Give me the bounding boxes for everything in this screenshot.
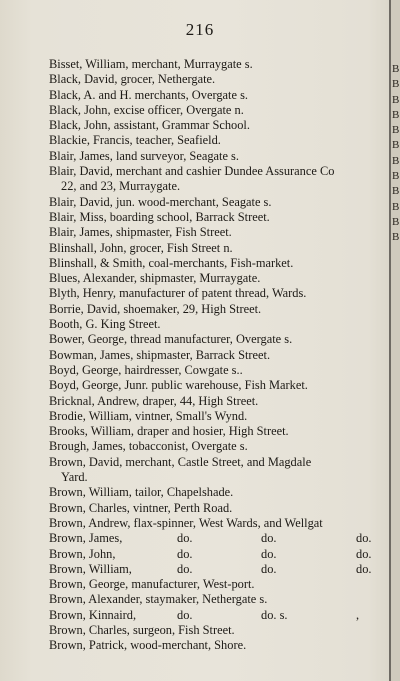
directory-entry: Blair, James, shipmaster, Fish Street.	[49, 225, 232, 240]
directory-entry: Brown, William, tailor, Chapelshade.	[49, 485, 234, 500]
entry-column: do.	[356, 546, 372, 561]
directory-entry: Brown, Charles, vintner, Perth Road.	[49, 500, 233, 515]
entry-column: do.	[177, 531, 193, 546]
page-number: 216	[185, 20, 215, 39]
directory-entry: Black, John, assistant, Grammar School.	[49, 118, 250, 133]
adjacent-page-marks	[392, 62, 400, 246]
directory-entry: Bower, George, thread manufacturer, Overgate s.	[49, 332, 293, 347]
directory-entry: Bricknal, Andrew, draper, 44, High Street.	[49, 393, 259, 408]
margin-mark: B	[392, 231, 400, 244]
directory-entry: Blair, David, merchant and cashier Dundee Assurance Co	[49, 164, 335, 179]
entry-column: do.	[177, 561, 193, 576]
directory-entry: Blackie, Francis, teacher, Seafield.	[49, 133, 221, 148]
directory-entry: Boyd, George, hairdresser, Cowgate s..	[49, 362, 243, 377]
margin-mark: B	[392, 124, 400, 137]
margin-mark: B	[392, 215, 400, 228]
entry-column: do.	[356, 561, 372, 576]
directory-entry: Yard.	[61, 470, 88, 485]
margin-mark: B	[392, 93, 400, 106]
directory-entry: Blues, Alexander, shipmaster, Murraygate.	[49, 271, 261, 286]
directory-entry: Blyth, Henry, manufacturer of patent thread, Wards.	[49, 286, 307, 301]
margin-mark: B	[392, 108, 400, 121]
directory-entry: Black, David, grocer, Nethergate.	[49, 72, 216, 87]
entry-column: Brown, Kinnaird,	[49, 607, 137, 622]
margin-mark: B	[392, 78, 400, 91]
entry-column: do.	[261, 531, 277, 546]
entry-column: do. s.	[261, 607, 288, 622]
margin-mark: B	[392, 154, 400, 167]
directory-entry: Blinshall, John, grocer, Fish Street n.	[49, 240, 233, 255]
margin-mark: B	[392, 170, 400, 183]
directory-entry: Brown, Charles, surgeon, Fish Street.	[49, 622, 235, 637]
directory-entry: Blair, David, jun. wood-merchant, Seagate s.	[49, 194, 272, 209]
directory-entry	[49, 531, 397, 546]
entry-column: Brown, William,	[49, 561, 132, 576]
margin-mark: B	[392, 63, 400, 75]
directory-entry: Brown, Andrew, flax-spinner, West Wards, and Wellgat	[49, 515, 323, 530]
entry-column: Brown, John,	[49, 546, 116, 561]
directory-entry	[49, 547, 397, 562]
entry-column: do.	[177, 546, 193, 561]
entry-column: do.	[356, 531, 372, 546]
directory-entry: Borrie, David, shoemaker, 29, High Street.	[49, 301, 262, 316]
margin-mark: B	[392, 139, 400, 152]
directory-entry: Brown, Patrick, wood-merchant, Shore.	[49, 638, 247, 653]
entry-column: do.	[261, 561, 277, 576]
entry-column: do.	[177, 607, 193, 622]
directory-entry: Black, A. and H. merchants, Overgate s.	[49, 87, 248, 102]
entry-column: ,	[356, 607, 360, 622]
directory-entry: Bowman, James, shipmaster, Barrack Street.	[49, 347, 271, 362]
directory-entry: Brodie, William, vintner, Small's Wynd.	[49, 408, 248, 423]
directory-entry: Black, John, excise officer, Overgate n.	[49, 102, 244, 117]
directory-entry: Bisset, William, merchant, Murraygate s.	[49, 57, 253, 71]
directory-entry: Blair, James, land surveyor, Seagate s.	[49, 148, 239, 163]
directory-entry: Boyd, George, Junr. public warehouse, Fish Market.	[49, 378, 308, 393]
entry-column: Brown, James,	[49, 531, 123, 546]
directory-entry: Brough, James, tobacconist, Overgate s.	[49, 439, 248, 454]
directory-entry: Brown, David, merchant, Castle Street, and Magdale	[49, 454, 312, 469]
directory-entry: Brown, George, manufacturer, West-port.	[49, 577, 255, 592]
directory-entry	[49, 562, 397, 577]
margin-mark: B	[392, 185, 400, 198]
directory-entry: Brown, Alexander, staymaker, Nethergate s.	[49, 592, 268, 607]
entry-column: do.	[261, 546, 277, 561]
directory-entry: Blair, Miss, boarding school, Barrack Street.	[49, 209, 270, 224]
directory-entry: Blinshall, & Smith, coal-merchants, Fish-market.	[49, 255, 294, 270]
margin-mark: B	[392, 200, 400, 213]
directory-entry: 22, and 23, Murraygate.	[61, 179, 181, 194]
directory-entry	[49, 608, 397, 623]
directory-entry: Brooks, William, draper and hosier, High Street.	[49, 424, 289, 439]
directory-entry: Booth, G. King Street.	[49, 317, 161, 332]
directory-entries	[49, 57, 397, 654]
